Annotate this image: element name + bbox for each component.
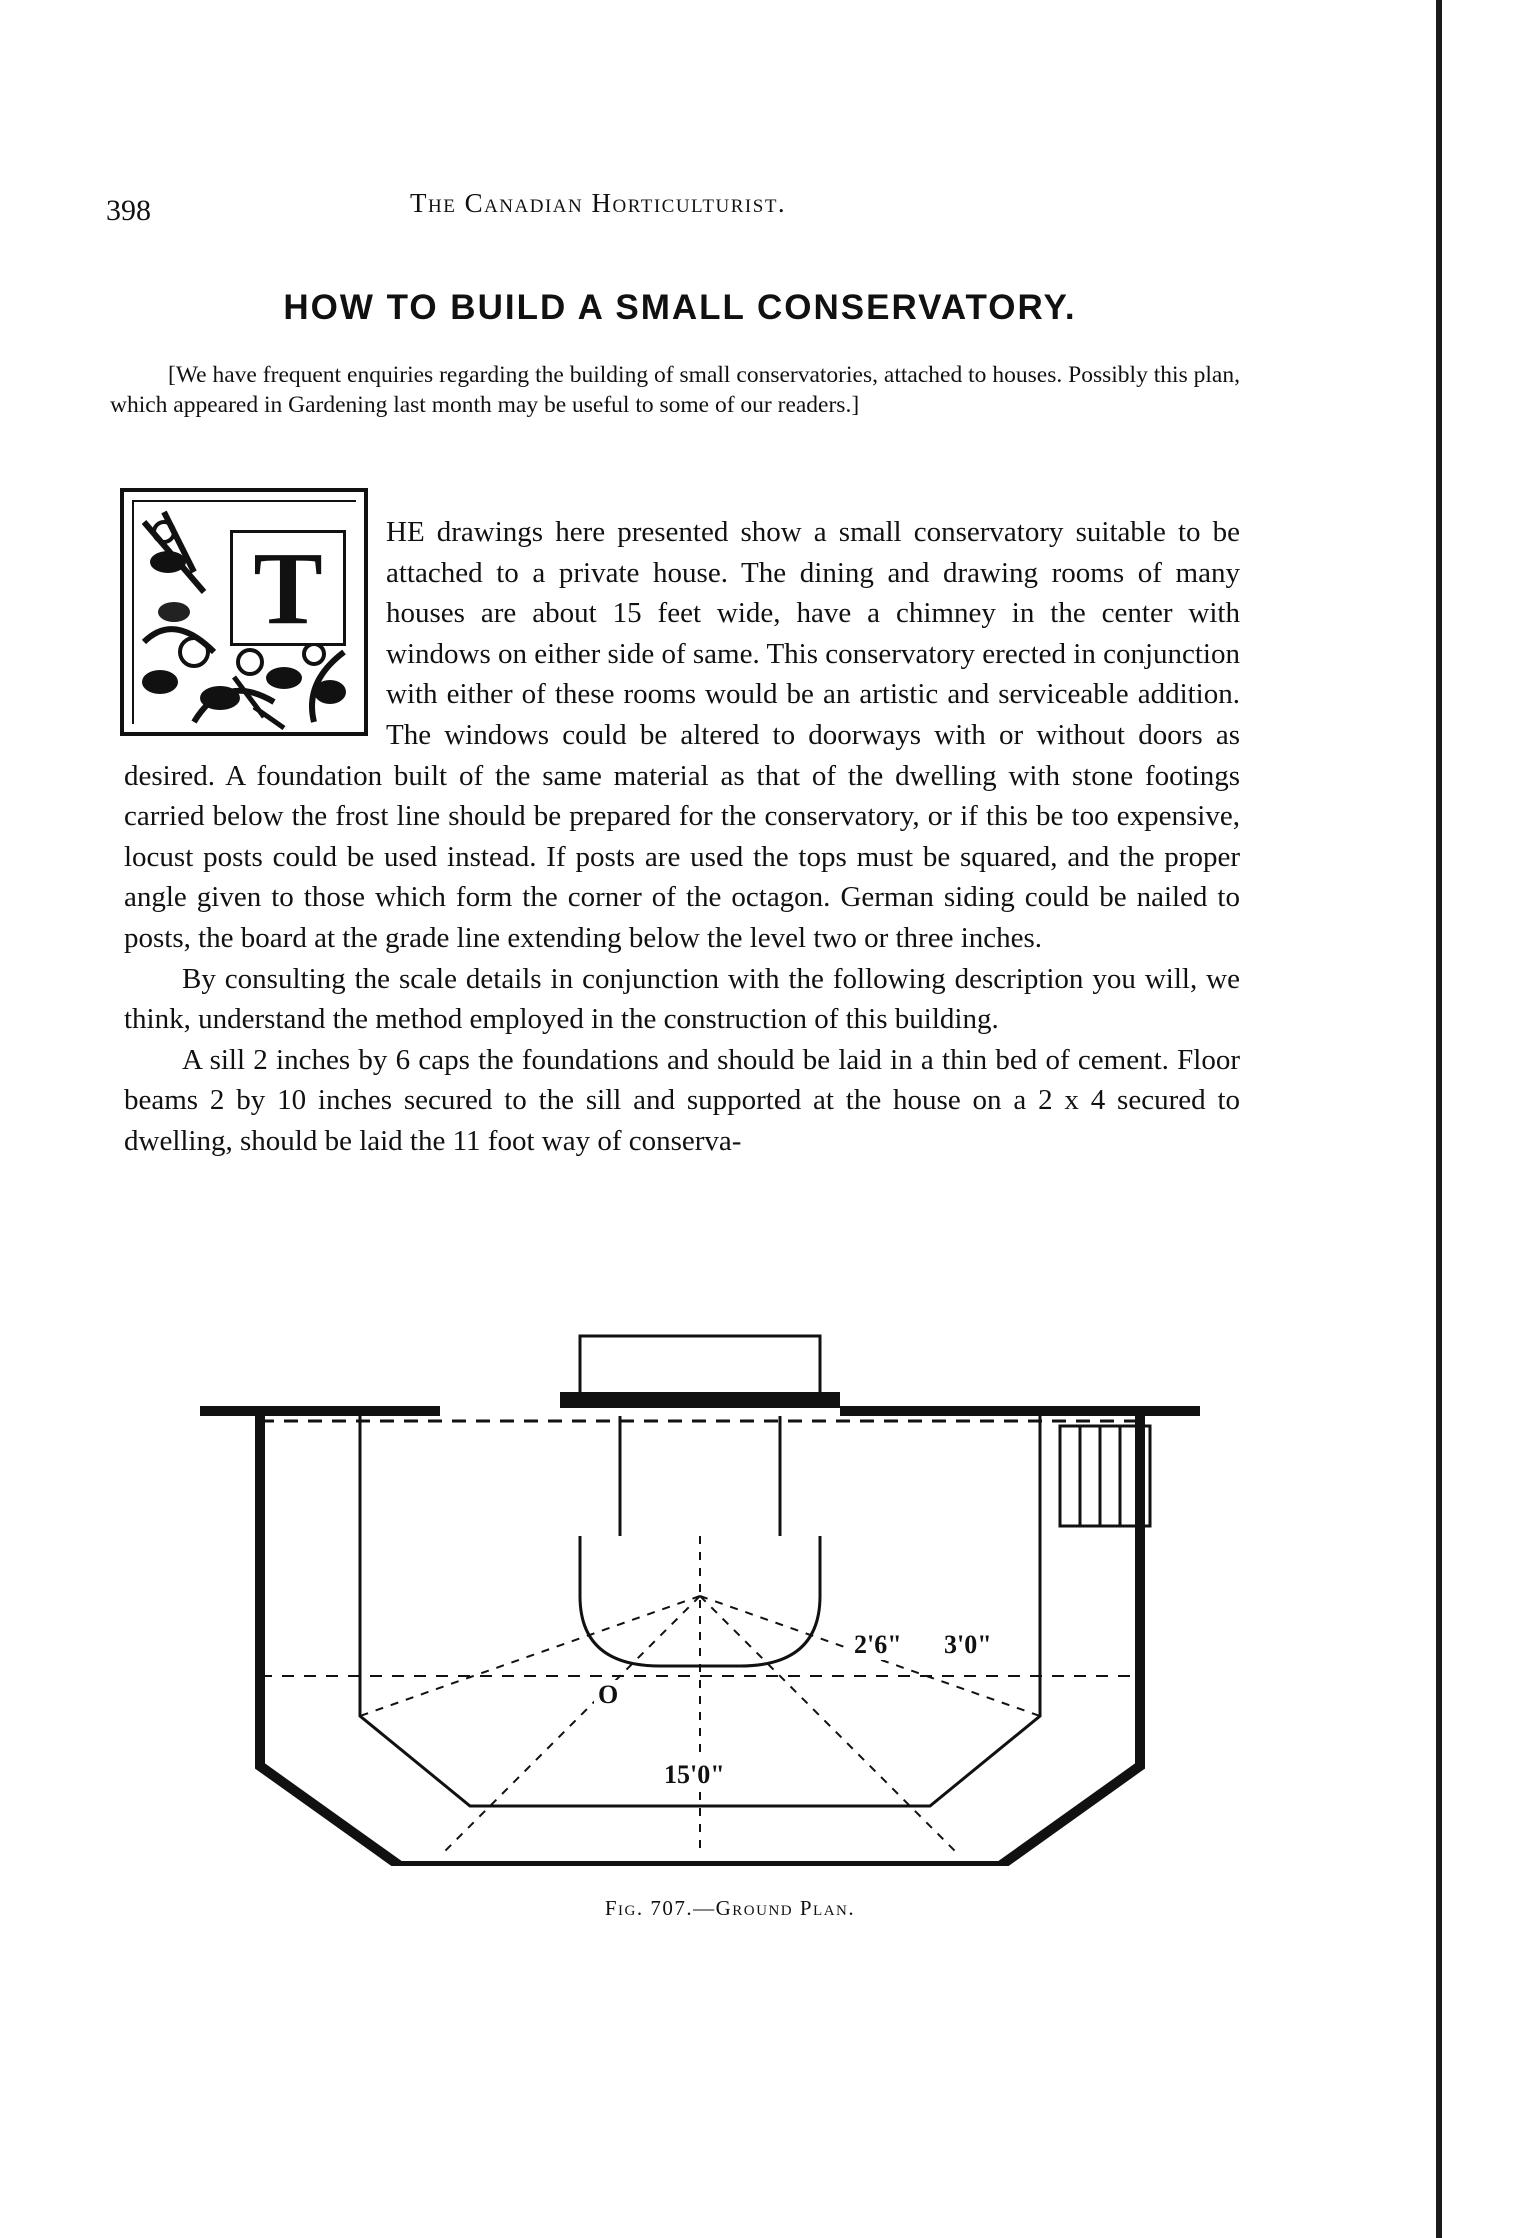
- dim-path-width-label: 2'6": [850, 1630, 906, 1660]
- dim-bench-width-label: 3'0": [940, 1630, 996, 1660]
- paragraph-1-wrapper: [124, 512, 1240, 959]
- article-title: HOW TO BUILD A SMALL CONSERVATORY.: [283, 288, 1077, 327]
- page-number: 398: [106, 194, 151, 227]
- dim-center-label: O: [594, 1680, 622, 1710]
- paragraph-2: By consulting the scale details in conjunction with the following description you will, we think, understand the method employed in the construction of this building.: [124, 962, 1240, 1036]
- conservatory-outline: [260, 1416, 1140, 1536]
- editor-note: [We have frequent enquiries regarding the building of small conservatories, attached to houses. Possibly this plan, which appeared in Gardening last month may be useful to some of our readers.]: [110, 362, 1240, 418]
- figure-caption: Fig. 707.—Ground Plan.: [604, 1896, 856, 1920]
- ground-plan-figure: [200, 1296, 1200, 1536]
- chimney-bench: [560, 1336, 840, 1536]
- journal-title: The Canadian Horticulturist.: [410, 188, 787, 218]
- ground-plan-lower: [200, 1536, 1200, 1866]
- dim-overall-width-label: 15'0": [660, 1760, 729, 1790]
- drop-cap-letter: T: [230, 530, 346, 646]
- running-head: [106, 188, 1246, 228]
- paragraph-3: A sill 2 inches by 6 caps the foundations and should be laid in a thin bed of cement. Floor beams 2 by 10 inches secured to the sill and supported at the house on a 2 x 4 secured to dwelling, should be laid the 11 foot way of conserva-: [124, 1043, 1240, 1157]
- article-body: [124, 512, 1240, 1162]
- paragraph-1: HE drawings here presented show a small conservatory suitable to be attached to a private house. The dining and drawing rooms of many houses are about 15 feet wide, have a chimney in the center with windows on either side of same. This conservatory erected in conjunction with either of these rooms would be an artistic and serviceable addition. The windows could be altered to doorways with or without doors as desired. A foundation built of the same material as that of the dwelling with stone footings carried below the frost line should be prepared for the conservatory, or if this be too expensive, locust posts could be used instead. If posts are used the tops must be squared, and the proper angle given to those which form the corner of the octagon. German siding could be nailed to posts, the board at the grade line extending below the level two or three inches.: [124, 516, 1240, 954]
- drop-cap-spacer: [124, 512, 380, 752]
